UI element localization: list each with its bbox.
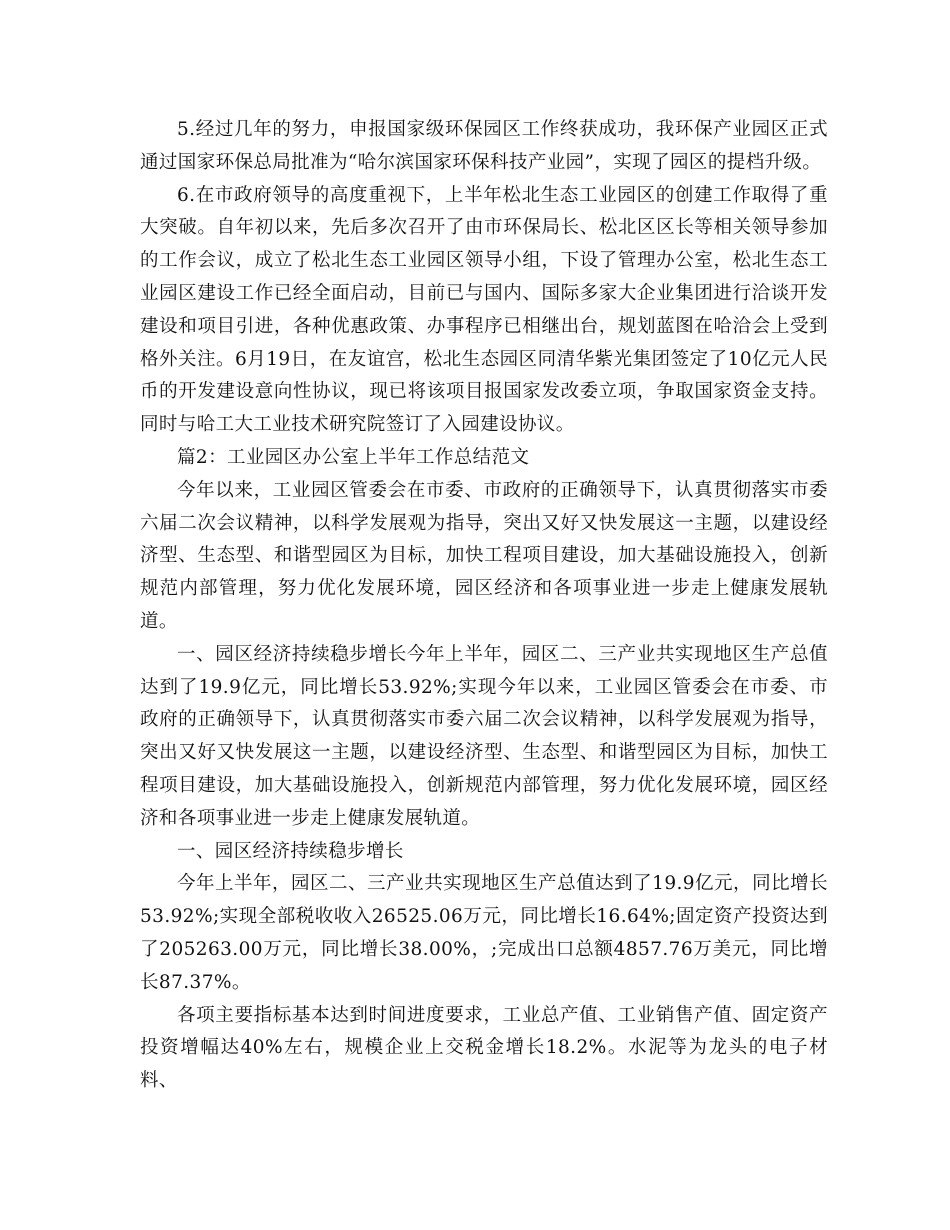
paragraph-item-6: 6.在市政府领导的高度重视下，上半年松北生态工业园区的创建工作取得了重大突破。自年初以来，先后多次召开了由市环保局长、松北区区长等相关领导参加的工作会议，成立了松北生态工业园区领导小组，下设了管理办公室，松北生态工业园区建设工作已经全面启动，目前已与国内、国际多家大企业集团进行洽谈开发建设和项目引进，各种优惠政策、办事程序已相继出台，规划蓝图在哈洽会上受到格外关注。6月19日，在友谊宫，松北生态园区同清华紫光集团签定了10亿元人民币的开发建设意向性协议，现已将该项目报国家发改委立项，争取国家资金支持。同时与哈工大工业技术研究院签订了入园建设协议。 [140,184,828,436]
paragraph-intro: 今年以来，工业园区管委会在市委、市政府的正确领导下，认真贯彻落实市委六届二次会议精神，以科学发展观为指导，突出又好又快发展这一主题，以建设经济型、生态型、和谐型园区为目标，加快工程项目建设，加大基础设施投入，创新规范内部管理，努力优化发展环境，园区经济和各项事业进一步走上健康发展轨道。 [140,479,828,632]
paragraph-indicators: 各项主要指标基本达到时间进度要求，工业总产值、工业销售产值、固定资产投资增幅达40%左右，规模企业上交税金增长18.2%。水泥等为龙头的电子材料、 [140,1004,828,1092]
paragraph-item-5: 5.经过几年的努力，申报国家级环保园区工作终获成功，我环保产业园区正式通过国家环保总局批准为“哈尔滨国家环保科技产业园”，实现了园区的提档升级。 [140,119,828,173]
section-heading-economy-growth: 一、园区经济持续稳步增长 [177,840,404,862]
section-heading-article-2: 篇2：工业园区办公室上半年工作总结范文 [177,446,530,468]
paragraph-economy-figures: 今年上半年，园区二、三产业共实现地区生产总值达到了19.9亿元，同比增长53.92%;实现全部税收收入26525.06万元，同比增长16.64%;固定资产投资达到了205263.00万元，同比增长38.00%，;完成出口总额4857.76万美元，同比增长87.37%。 [140,873,828,993]
document-body [140,114,828,1098]
paragraph-economy-summary: 一、园区经济持续稳步增长今年上半年，园区二、三产业共实现地区生产总值达到了19.9亿元，同比增长53.92%;实现今年以来，工业园区管委会在市委、市政府的正确领导下，认真贯彻落实市委六届二次会议精神，以科学发展观为指导，突出又好又快发展这一主题，以建设经济型、生态型、和谐型园区为目标，加快工程项目建设，加大基础设施投入，创新规范内部管理，努力优化发展环境，园区经济和各项事业进一步走上健康发展轨道。 [140,643,828,829]
